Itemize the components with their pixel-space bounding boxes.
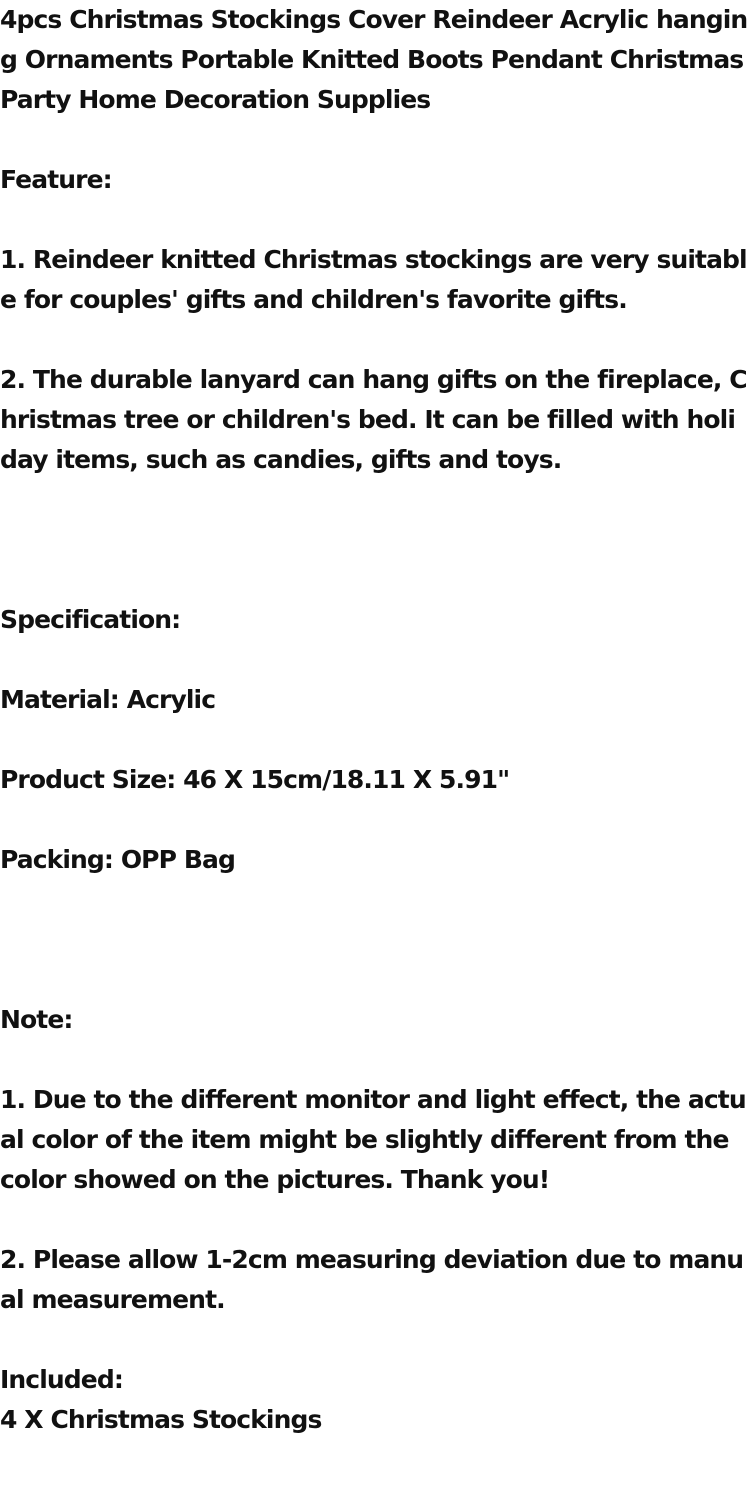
note-item-1: 1. Due to the different monitor and light effect, the actual color of the item might be slightly different from the color showed on the pictures. Thank you! (0, 1085, 746, 1194)
feature-item-2: 2. The durable lanyard can hang gifts on the fireplace, Christmas tree or children's bed. It can be filled with holiday items, such as candies, gifts and toys. (0, 365, 747, 474)
spec-product-size: Product Size: 46 X 15cm/18.11 X 5.91" (0, 765, 510, 794)
spec-material: Material: Acrylic (0, 685, 216, 714)
note-item-2: 2. Please allow 1-2cm measuring deviation due to manual measurement. (0, 1245, 744, 1314)
note-heading: Note: (0, 1005, 73, 1034)
spec-packing: Packing: OPP Bag (0, 845, 235, 874)
spacer (0, 1200, 750, 1240)
spacer (0, 640, 750, 680)
feature-heading: Feature: (0, 165, 112, 194)
spacer (0, 720, 750, 760)
spacer (0, 480, 750, 600)
spacer (0, 320, 750, 360)
product-title: 4pcs Christmas Stockings Cover Reindeer Acrylic hanging Ornaments Portable Knitted Boots Pendant Christmas Party Home Decoration Supplies (0, 5, 748, 114)
feature-item-1: 1. Reindeer knitted Christmas stockings are very suitable for couples' gifts and children's favorite gifts. (0, 245, 747, 314)
spacer (0, 1320, 750, 1360)
spacer (0, 1040, 750, 1080)
spacer (0, 880, 750, 1000)
specification-heading: Specification: (0, 605, 181, 634)
spacer (0, 120, 750, 160)
spacer (0, 800, 750, 840)
included-content: 4 X Christmas Stockings (0, 1405, 322, 1434)
included-heading: Included: (0, 1365, 123, 1394)
spacer (0, 200, 750, 240)
